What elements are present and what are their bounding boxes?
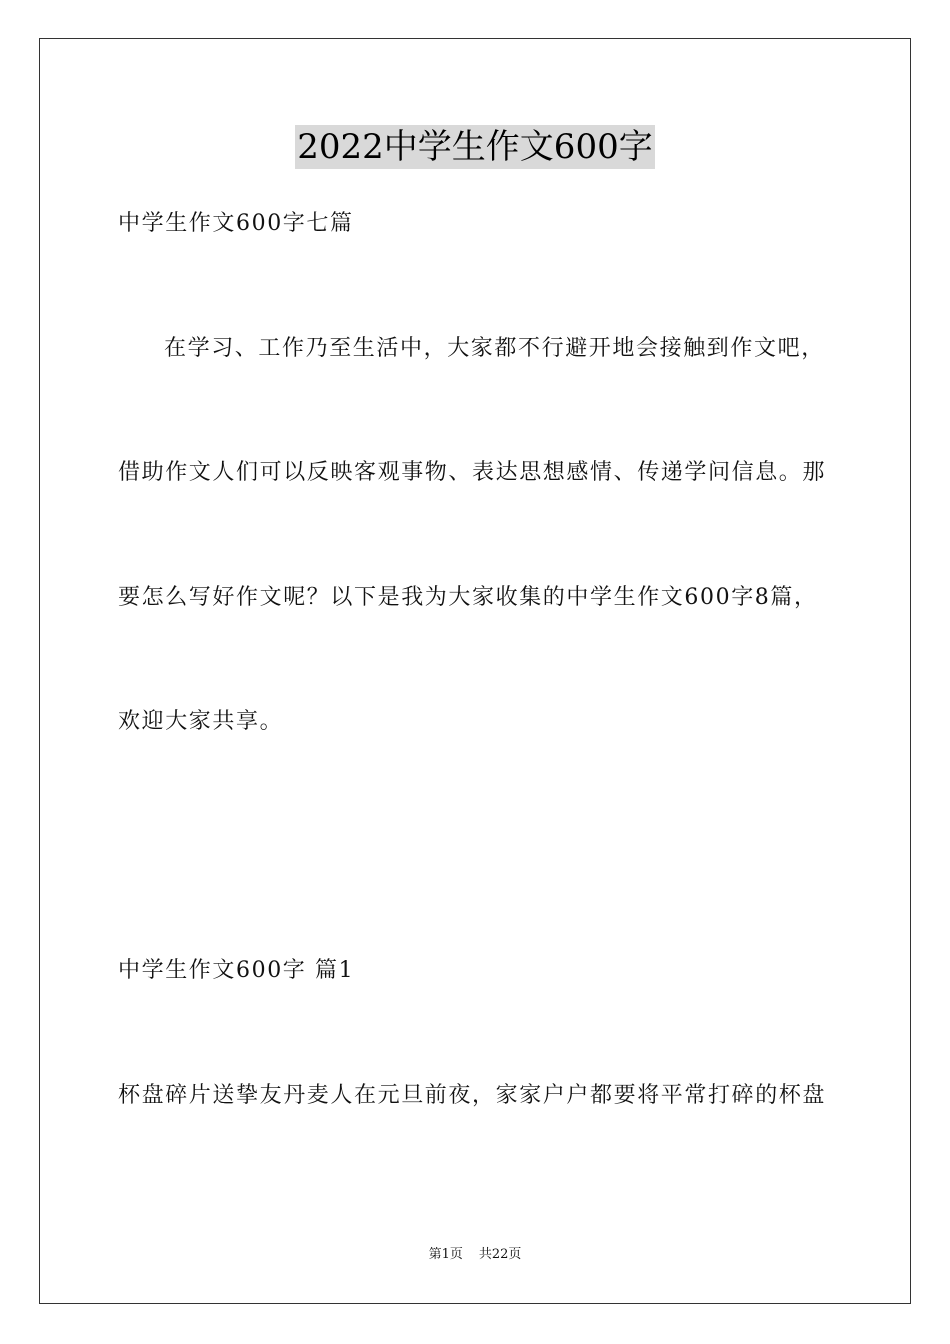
page-number-total: 共22页 (478, 1247, 522, 1262)
subtitle: 中学生作文600字七篇 (118, 211, 354, 236)
section-first-line: 杯盘碎片送挚友丹麦人在元旦前夜，家家户户都要将平常打碎的杯盘 (118, 1083, 827, 1108)
page-footer (0, 1246, 950, 1264)
section-heading: 中学生作文600字 篇1 (118, 958, 355, 983)
intro-line-3: 要怎么写好作文呢？以下是我为大家收集的中学生作文600字8篇， (118, 585, 818, 610)
intro-line-2: 借助作文人们可以反映客观事物、表达思想感情、传递学问信息。那 (118, 460, 827, 485)
title-container (0, 125, 950, 169)
intro-line-1: 在学习、工作乃至生活中，大家都不行避开地会接触到作文吧， (164, 336, 825, 361)
intro-line-4: 欢迎大家共享。 (118, 709, 284, 734)
page-number-current: 第1页 (428, 1247, 463, 1262)
document-title: 2022中学生作文600字 (297, 127, 653, 167)
